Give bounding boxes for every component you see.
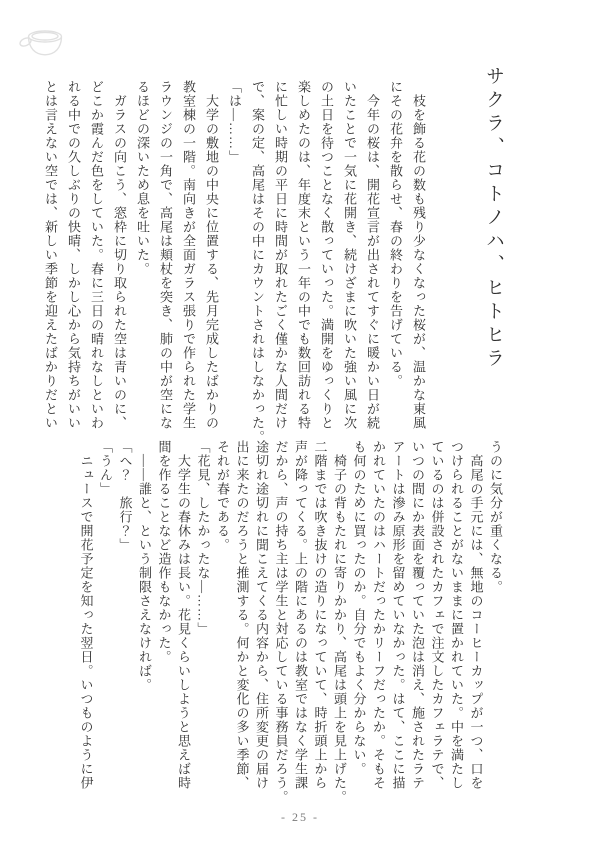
text-column: 「は―……」 bbox=[227, 80, 242, 164]
text-column: 今年の桜は、開花宣言が出されてすぐに暖かい日が続 bbox=[365, 80, 380, 430]
text-column: 大学の敷地の中央に位置する、先月完成したばかりの bbox=[204, 80, 219, 430]
text-column: 教室棟の一階。南向きが全面ガラス張りで作られた学生 bbox=[181, 80, 196, 430]
text-band-top bbox=[39, 80, 430, 444]
text-column: ラウンジの一角で、高尾は頬杖を突き、肺の中が空にな bbox=[158, 80, 173, 430]
text-column: アートは滲み原形を留めていなかった。はて、ここに描 bbox=[390, 440, 406, 790]
text-column: ガラスの向こう、窓枠に切り取られた空は青いのに、 bbox=[112, 80, 127, 430]
text-column: うのに気分が重くなる。 bbox=[488, 440, 503, 594]
text-column: に忙しい時期の平日に時間が取れたごく僅かな人間だけ bbox=[273, 80, 288, 430]
text-band-bottom bbox=[76, 440, 505, 804]
text-column: 枝を飾る花の数も残り少なくなった桜が、温かな東風 bbox=[411, 80, 426, 430]
text-column: 間を作ることなど造作もなかった。 bbox=[156, 440, 172, 664]
text-column: つけられることがないままに置かれていた。中を満たし bbox=[449, 440, 464, 790]
text-column: 「花見、したかったな―……」 bbox=[195, 440, 211, 636]
text-column: るほどの深いため息を吐いた。 bbox=[135, 80, 150, 276]
text-column: も何のために買ったのか。自分でもよく分からない。 bbox=[351, 440, 367, 776]
text-column: 声が降ってくる。上の階にあるのは教室ではなく学生課 bbox=[293, 440, 308, 790]
text-column: 二階までは吹き抜けの造りになっていて、時折頭上から bbox=[312, 440, 328, 790]
text-column: かれていたのはハートだったかリーフだったか。そもそ bbox=[371, 440, 386, 790]
text-column: の土日を待つことなく散っていった。満開をゆっくりと bbox=[319, 80, 334, 430]
text-column: れる中での久しぶりの快晴、しかし心から気持ちがいい bbox=[66, 80, 81, 430]
text-column: それが春である。 bbox=[215, 440, 230, 552]
text-column: とは言えない空では、新しい季節を迎えたばかりだとい bbox=[43, 80, 58, 430]
text-column: 「へ？ 旅行？」 bbox=[117, 440, 133, 552]
text-column: ているのは併設されたカフェで注文したカフェラテで、 bbox=[429, 440, 445, 790]
text-column: 楽しめたのは、年度末という一年の中でも数回訪れる特 bbox=[296, 80, 311, 430]
text-column: 大学生の春休みは長い。花見くらいしようと思えば時 bbox=[176, 440, 191, 790]
text-column: いたことで一気に花開き、続けざまに吹いた強い風に次 bbox=[342, 80, 357, 430]
text-column: ――誰と、という制限さえなければ。 bbox=[137, 440, 152, 692]
text-column: ニュースで開花予定を知った翌日。いつものように伊 bbox=[78, 440, 94, 790]
teacup-logo-icon bbox=[19, 28, 65, 64]
text-column: 途切れ途切れに聞こえてくる内容から、住所変更の届け bbox=[254, 440, 269, 790]
page-number: - 25 - bbox=[281, 810, 319, 824]
text-column: 「うん」 bbox=[98, 440, 113, 496]
text-column: 高尾の手元には、無地のコーヒーカップが一つ、口を bbox=[468, 440, 484, 790]
text-column: どこか霞んだ色をしていた。春に三日の晴れなしといわ bbox=[89, 80, 104, 430]
page-title: サクラ、コトノハ、ヒトヒラ bbox=[483, 66, 504, 372]
text-column: だから、声の持ち主は学生と対応している事務員だろう。 bbox=[273, 440, 289, 804]
text-column: で、案の定、高尾はその中にカウントされはしなかった。 bbox=[250, 80, 265, 444]
text-column: 出に来たのだろうと推測する。何かと変化の多い季節、 bbox=[234, 440, 250, 790]
text-column: いつの間にか表面を覆っていた泡は消え、施されたラテ bbox=[410, 440, 425, 790]
text-column: にその花弁を散らせ、春の終わりを告げている。 bbox=[388, 80, 403, 388]
text-column: 椅子の背もたれに寄りかかり、高尾は頭上を見上げた。 bbox=[332, 440, 347, 804]
